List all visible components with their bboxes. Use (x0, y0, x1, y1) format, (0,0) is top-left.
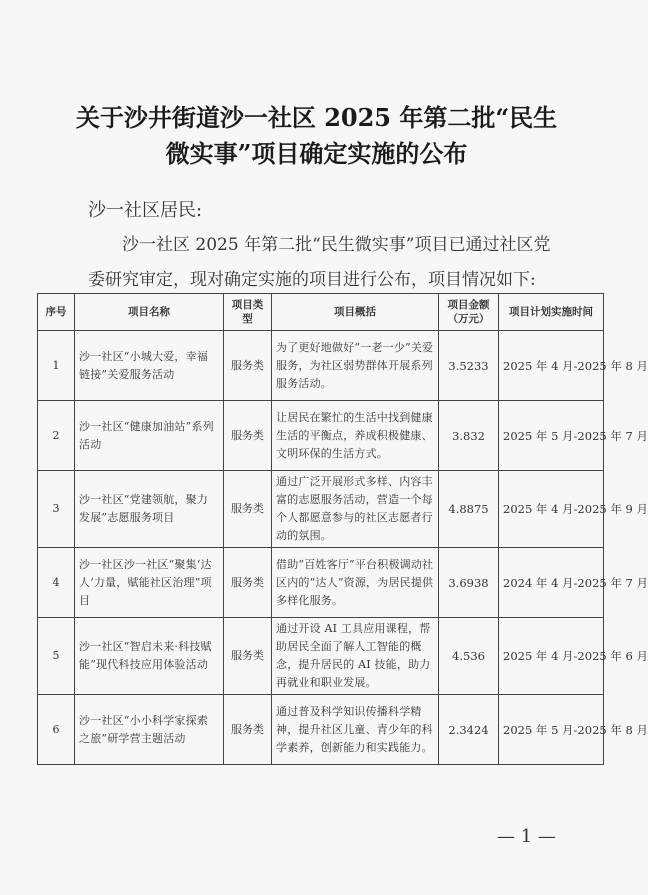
row-idx: 4 (38, 548, 75, 618)
row-time: 2025 年 4 月-2025 年 8 月 (499, 331, 604, 401)
row-time: 2025 年 4 月-2025 年 6 月 (499, 618, 604, 695)
row-type: 服务类 (224, 401, 272, 471)
row-idx: 3 (38, 471, 75, 548)
intro-paragraph: 沙一社区 2025 年第二批“民生微实事”项目已通过社区党委研究审定，现对确定实施的项目进行公布，项目情况如下: (88, 235, 551, 290)
row-amount: 4.8875 (439, 471, 499, 548)
row-type: 服务类 (224, 695, 272, 765)
row-type: 服务类 (224, 331, 272, 401)
header-summary: 项目概括 (272, 294, 439, 331)
table-row (38, 401, 604, 471)
table-header-row (38, 294, 604, 331)
row-type: 服务类 (224, 548, 272, 618)
row-time: 2025 年 5 月-2025 年 7 月 (499, 401, 604, 471)
row-idx: 5 (38, 618, 75, 695)
row-type: 服务类 (224, 618, 272, 695)
row-idx: 6 (38, 695, 75, 765)
title-line-1: 关于沙井街道沙一社区 2025 年第二批“民生 (75, 103, 558, 132)
page-number: — 1 — (497, 826, 556, 847)
row-time: 2025 年 5 月-2025 年 8 月 (499, 695, 604, 765)
table-row (38, 548, 604, 618)
row-name: 沙一社区“党建领航，聚力发展”志愿服务项目 (75, 471, 224, 548)
row-idx: 1 (38, 331, 75, 401)
project-table (37, 293, 648, 765)
header-type: 项目类型 (224, 294, 272, 331)
row-name: 沙一社区“健康加油站”系列活动 (75, 401, 224, 471)
salutation: 沙一社区居民: (88, 200, 203, 221)
header-idx: 序号 (38, 294, 75, 331)
document-title (40, 100, 593, 172)
header-amount: 项目金额（万元） (439, 294, 499, 331)
row-summary: 通过普及科学知识传播科学精神，提升社区儿童、青少年的科学素养，创新能力和实践能力。 (272, 695, 439, 765)
row-amount: 4.536 (439, 618, 499, 695)
row-name: 沙一社区“智启未来·科技赋能”现代科技应用体验活动 (75, 618, 224, 695)
row-amount: 2.3424 (439, 695, 499, 765)
row-summary: 为了更好地做好“一老一少”关爱服务，为社区弱势群体开展系列服务活动。 (272, 331, 439, 401)
table-row (38, 471, 604, 548)
table-row (38, 695, 604, 765)
row-amount: 3.5233 (439, 331, 499, 401)
row-summary: 通过开设 AI 工具应用课程，帮助居民全面了解人工智能的概念，提升居民的 AI 技能，助力再就业和职业发展。 (272, 618, 439, 695)
row-summary: 让居民在繁忙的生活中找到健康生活的平衡点，养成积极健康、文明环保的生活方式。 (272, 401, 439, 471)
header-time: 项目计划实施时间 (499, 294, 604, 331)
row-time: 2024 年 4 月-2025 年 7 月 (499, 548, 604, 618)
row-summary: 借助“百姓客厅”平台积极调动社区内的“达人”资源，为居民提供多样化服务。 (272, 548, 439, 618)
row-amount: 3.832 (439, 401, 499, 471)
title-line-2: 微实事”项目确定实施的公布 (165, 139, 468, 168)
table-row (38, 331, 604, 401)
row-name: 沙一社区沙一社区“聚集‘达人’力量，赋能社区治理”项目 (75, 548, 224, 618)
row-amount: 3.6938 (439, 548, 499, 618)
row-type: 服务类 (224, 471, 272, 548)
row-name: 沙一社区“小城大爱，幸福链接”关爱服务活动 (75, 331, 224, 401)
table-row (38, 618, 604, 695)
row-summary: 通过广泛开展形式多样、内容丰富的志愿服务活动，营造一个每个人都愿意参与的社区志愿者行动的氛围。 (272, 471, 439, 548)
header-name: 项目名称 (75, 294, 224, 331)
row-name: 沙一社区“小小科学家探索之旅”研学营主题活动 (75, 695, 224, 765)
row-time: 2025 年 4 月-2025 年 9 月 (499, 471, 604, 548)
row-idx: 2 (38, 401, 75, 471)
